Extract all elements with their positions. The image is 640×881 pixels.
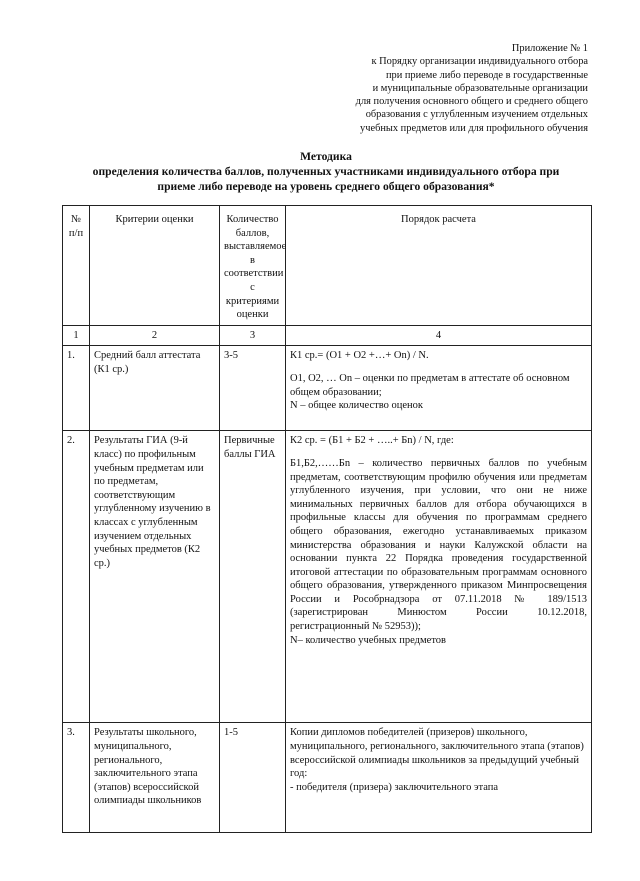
row-criteria: Результаты ГИА (9-й класс) по профильным учебным предметам или по предметам, соответствующим углубленному изучению в классах с углубленным изучением отдельных учебных предметов (К2 ср.) — [90, 431, 220, 723]
calc-explanation: - победителя (призера) заключительного этапа — [290, 781, 499, 793]
column-index-row — [63, 325, 592, 346]
methodology-table — [62, 205, 592, 833]
row-criteria: Результаты школьного, муниципального, регионального, заключительного этапа (этапов) всероссийской олимпиады школьников — [90, 723, 220, 833]
table-header-row — [63, 206, 592, 326]
title-line-3: приеме либо переводе на уровень среднего общего образования* — [157, 180, 495, 193]
calc-explanation: N – общее количество оценок — [290, 400, 423, 412]
row-num: 1. — [63, 346, 90, 431]
row-calc — [286, 431, 592, 723]
column-index: 2 — [90, 325, 220, 346]
appendix-line: Приложение № 1 — [511, 43, 588, 54]
appendix-line: при приеме либо переводе в государственные — [385, 69, 588, 81]
row-criteria: Средний балл аттестата (К1 ср.) — [90, 346, 220, 431]
row-points: Первичные баллы ГИА — [220, 431, 286, 723]
title-line-1: Методика — [300, 150, 352, 163]
table-row — [63, 723, 592, 833]
row-points: 1-5 — [220, 723, 286, 833]
row-calc — [286, 723, 592, 833]
calc-explanation: Б1,Б2,……Бn – количество первичных баллов по учебным предметам, соответствующим профилю обучения или предметам углубленного изучения, при условии, что они не ниже минимальных первичных баллов для отбора обучающихся в профильные классы для обучения по программам среднего общего образования, ежегодно устанавливаемых приказом министерства образования и науки Калужской области на основании пункта 22 Порядка проведения государственной итоговой аттестации по образовательным программам основного общего образования, утвержденного приказом Минпросвещения России и Рособрнадзора от 07.11.2018 № 189/1513 (зарегистрирован Минюстом России 10.12.2018, регистрационный № 52953)); — [290, 457, 587, 633]
header-num: № п/п — [63, 206, 90, 326]
calc-explanation: N– количество учебных предметов — [290, 634, 446, 646]
appendix-line: учебных предметов или для профильного обучения — [360, 122, 588, 134]
header-calc: Порядок расчета — [286, 206, 592, 326]
header-points: Количество баллов, выставляемое в соответствии с критериями оценки — [220, 206, 286, 326]
row-points: 3-5 — [220, 346, 286, 431]
row-calc — [286, 346, 592, 431]
table-row — [63, 346, 592, 431]
appendix-header — [288, 42, 588, 135]
column-index: 1 — [63, 325, 90, 346]
calc-formula: К2 ср. = (Б1 + Б2 + …..+ Бn) / N, где: — [290, 435, 454, 447]
appendix-line: образования с углубленным изучением отдельных — [365, 109, 588, 121]
row-num: 3. — [63, 723, 90, 833]
appendix-line: и муниципальные образовательные организации — [372, 82, 588, 94]
table-row — [63, 431, 592, 723]
calc-explanation: Копии дипломов победителей (призеров) школьного, муниципального, регионального, заключительного этапа (этапов) всероссийской олимпиады школьников за предыдущий учебный год: — [290, 727, 584, 780]
appendix-line: к Порядку организации индивидуального отбора — [371, 56, 588, 68]
column-index: 3 — [220, 325, 286, 346]
row-num: 2. — [63, 431, 90, 723]
header-criteria: Критерии оценки — [90, 206, 220, 326]
document-title — [48, 149, 604, 194]
column-index: 4 — [286, 325, 592, 346]
calc-explanation: О1, О2, … Оn – оценки по предметам в аттестате об основном общем образовании; — [290, 372, 570, 398]
title-line-2: определения количества баллов, полученных участниками индивидуального отбора при — [92, 165, 560, 178]
calc-formula: К1 ср.= (О1 + О2 +…+ Оn) / N. — [290, 350, 429, 362]
appendix-line: для получения основного общего и среднего общего — [355, 96, 588, 108]
